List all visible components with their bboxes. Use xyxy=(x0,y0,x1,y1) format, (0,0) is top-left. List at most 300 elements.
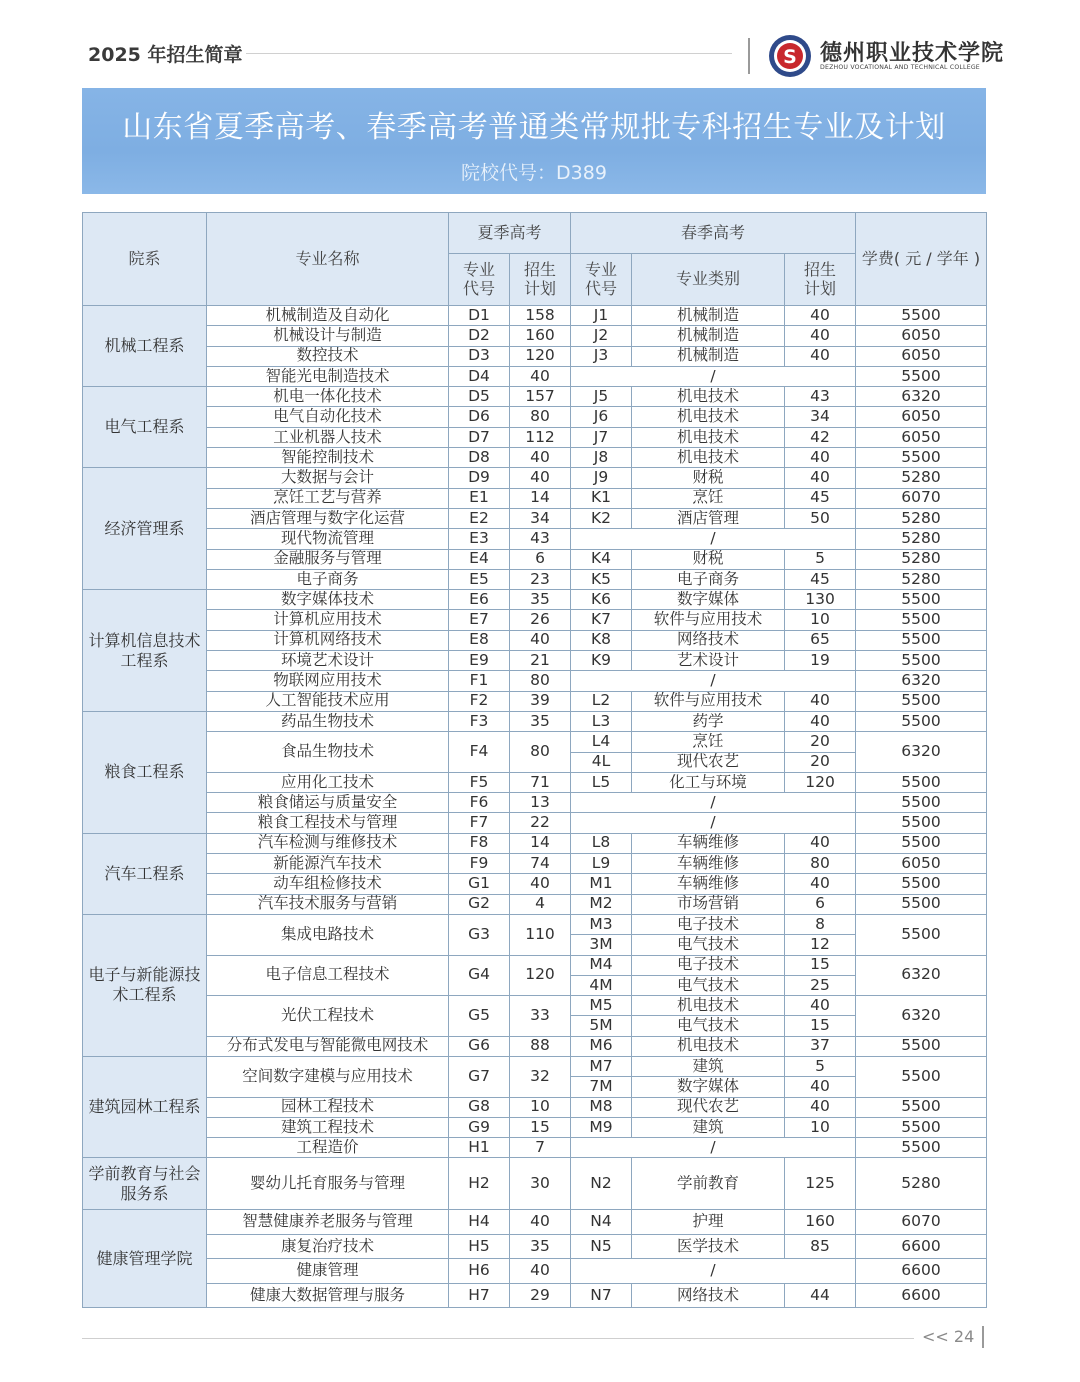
spring-category-cell: 化工与环境 xyxy=(632,772,785,792)
spring-category-cell: 电气技术 xyxy=(632,975,785,995)
fee-cell: 6050 xyxy=(856,407,987,427)
summer-code-cell: H4 xyxy=(449,1210,510,1235)
summer-code-cell: E8 xyxy=(449,630,510,650)
major-name-cell: 集成电路技术 xyxy=(207,914,449,955)
table-row xyxy=(83,488,987,508)
summer-code-cell: H7 xyxy=(449,1283,510,1308)
spring-category-cell: 医学技术 xyxy=(632,1234,785,1259)
spring-category-cell: 车辆维修 xyxy=(632,833,785,853)
table-row xyxy=(83,1259,987,1284)
dept-cell: 电子与新能源技术工程系 xyxy=(83,914,207,1056)
summer-plan-cell: 157 xyxy=(510,387,571,407)
major-name-cell: 物联网应用技术 xyxy=(207,671,449,691)
fee-cell: 5500 xyxy=(856,833,987,853)
spring-code-cell: K6 xyxy=(571,590,632,610)
spring-category-cell: 机械制造 xyxy=(632,326,785,346)
table-row xyxy=(83,772,987,792)
fee-cell: 6050 xyxy=(856,854,987,874)
summer-plan-cell: 35 xyxy=(510,590,571,610)
spring-category-cell: 机电技术 xyxy=(632,427,785,447)
table-row xyxy=(83,407,987,427)
summer-plan-cell: 29 xyxy=(510,1283,571,1308)
spring-category-cell: 网络技术 xyxy=(632,1283,785,1308)
summer-code-cell: F2 xyxy=(449,691,510,711)
spring-category-cell: 建筑 xyxy=(632,1117,785,1137)
spring-category-cell: 现代农艺 xyxy=(632,752,785,772)
table-row xyxy=(83,529,987,549)
table-row xyxy=(83,427,987,447)
summer-code-cell: G2 xyxy=(449,894,510,914)
spring-plan-cell: 50 xyxy=(785,508,856,528)
spring-code-cell: M9 xyxy=(571,1117,632,1137)
spring-code-cell: M6 xyxy=(571,1036,632,1056)
summer-code-cell: D4 xyxy=(449,366,510,386)
spring-plan-cell: 40 xyxy=(785,306,856,326)
summer-plan-cell: 35 xyxy=(510,711,571,731)
header-divider xyxy=(246,53,732,54)
spring-category-cell: 软件与应用技术 xyxy=(632,610,785,630)
fee-cell: 5280 xyxy=(856,549,987,569)
table-row xyxy=(83,1234,987,1259)
spring-plan-cell: 15 xyxy=(785,1016,856,1036)
summer-code-cell: G8 xyxy=(449,1097,510,1117)
summer-code-cell: G1 xyxy=(449,874,510,894)
summer-code-cell: H5 xyxy=(449,1234,510,1259)
major-name-cell: 新能源汽车技术 xyxy=(207,854,449,874)
major-name-cell: 电子信息工程技术 xyxy=(207,955,449,996)
spring-code-cell: 3M xyxy=(571,935,632,955)
fee-cell: 5500 xyxy=(856,813,987,833)
spring-category-cell: 建筑 xyxy=(632,1056,785,1076)
spring-plan-cell: 40 xyxy=(785,448,856,468)
summer-plan-cell: 33 xyxy=(510,996,571,1037)
major-name-cell: 汽车技术服务与营销 xyxy=(207,894,449,914)
table-row xyxy=(83,346,987,366)
summer-code-cell: F6 xyxy=(449,793,510,813)
dept-cell: 计算机信息技术工程系 xyxy=(83,590,207,712)
institution-code: 院校代号：D389 xyxy=(461,162,607,184)
table-body xyxy=(83,306,987,1308)
spring-plan-cell: 40 xyxy=(785,1077,856,1097)
spring-plan-cell: 20 xyxy=(785,752,856,772)
summer-plan-cell: 80 xyxy=(510,732,571,773)
fee-cell: 5500 xyxy=(856,1056,987,1097)
spring-category-cell: 机电技术 xyxy=(632,407,785,427)
spring-code-cell: K1 xyxy=(571,488,632,508)
summer-plan-cell: 34 xyxy=(510,508,571,528)
table-row xyxy=(83,448,987,468)
footer-divider xyxy=(82,1338,914,1339)
fee-cell: 5500 xyxy=(856,630,987,650)
table-row xyxy=(83,387,987,407)
fee-cell: 6320 xyxy=(856,671,987,691)
dept-cell: 建筑园林工程系 xyxy=(83,1056,207,1157)
spring-plan-cell: 5 xyxy=(785,549,856,569)
spring-empty-cell: / xyxy=(571,813,856,833)
fee-cell: 5500 xyxy=(856,366,987,386)
fee-cell: 5280 xyxy=(856,529,987,549)
summer-code-cell: D7 xyxy=(449,427,510,447)
spring-code-cell: N5 xyxy=(571,1234,632,1259)
spring-code-cell: K9 xyxy=(571,651,632,671)
summer-plan-cell: 39 xyxy=(510,691,571,711)
summer-code-cell: G3 xyxy=(449,914,510,955)
table-row xyxy=(83,813,987,833)
table-row xyxy=(83,468,987,488)
spring-category-cell: 网络技术 xyxy=(632,630,785,650)
major-name-cell: 建筑工程技术 xyxy=(207,1117,449,1137)
spring-plan-cell: 40 xyxy=(785,326,856,346)
summer-code-cell: F1 xyxy=(449,671,510,691)
spring-category-cell: 机械制造 xyxy=(632,346,785,366)
table-row xyxy=(83,1056,987,1076)
spring-code-cell: N4 xyxy=(571,1210,632,1235)
summer-plan-cell: 71 xyxy=(510,772,571,792)
table-row xyxy=(83,955,987,975)
major-name-cell: 工业机器人技术 xyxy=(207,427,449,447)
major-name-cell: 智能光电制造技术 xyxy=(207,366,449,386)
summer-plan-cell: 7 xyxy=(510,1138,571,1158)
spring-plan-cell: 65 xyxy=(785,630,856,650)
spring-code-cell: N7 xyxy=(571,1283,632,1308)
summer-plan-cell: 14 xyxy=(510,488,571,508)
summer-code-cell: F8 xyxy=(449,833,510,853)
major-name-cell: 机械设计与制造 xyxy=(207,326,449,346)
spring-plan-cell: 125 xyxy=(785,1158,856,1210)
spring-code-cell: M2 xyxy=(571,894,632,914)
spring-code-cell: M7 xyxy=(571,1056,632,1076)
fee-cell: 6050 xyxy=(856,326,987,346)
major-name-cell: 食品生物技术 xyxy=(207,732,449,773)
spring-category-cell: 机械制造 xyxy=(632,306,785,326)
table-row xyxy=(83,326,987,346)
spring-code-cell: J6 xyxy=(571,407,632,427)
spring-category-cell: 数字媒体 xyxy=(632,590,785,610)
summer-plan-cell: 22 xyxy=(510,813,571,833)
major-name-cell: 动车组检修技术 xyxy=(207,874,449,894)
table-row xyxy=(83,711,987,731)
table-row xyxy=(83,1036,987,1056)
header-spring-plan: 招生计划 xyxy=(785,254,856,306)
spring-category-cell: 现代农艺 xyxy=(632,1097,785,1117)
fee-cell: 6050 xyxy=(856,346,987,366)
spring-category-cell: 烹饪 xyxy=(632,732,785,752)
major-name-cell: 工程造价 xyxy=(207,1138,449,1158)
spring-plan-cell: 12 xyxy=(785,935,856,955)
dept-cell: 机械工程系 xyxy=(83,306,207,387)
spring-plan-cell: 40 xyxy=(785,468,856,488)
table-row xyxy=(83,732,987,752)
spring-code-cell: J2 xyxy=(571,326,632,346)
summer-plan-cell: 40 xyxy=(510,448,571,468)
header-summer: 夏季高考 xyxy=(449,213,571,254)
major-name-cell: 分布式发电与智能微电网技术 xyxy=(207,1036,449,1056)
summer-plan-cell: 88 xyxy=(510,1036,571,1056)
fee-cell: 6050 xyxy=(856,427,987,447)
header-spring-code: 专业代号 xyxy=(571,254,632,306)
spring-code-cell: M8 xyxy=(571,1097,632,1117)
table-row xyxy=(83,914,987,934)
fee-cell: 6320 xyxy=(856,387,987,407)
spring-category-cell: 电子技术 xyxy=(632,914,785,934)
spring-plan-cell: 5 xyxy=(785,1056,856,1076)
summer-code-cell: F3 xyxy=(449,711,510,731)
header-separator xyxy=(748,38,750,74)
major-name-cell: 酒店管理与数字化运营 xyxy=(207,508,449,528)
summer-code-cell: E4 xyxy=(449,549,510,569)
fee-cell: 5280 xyxy=(856,1158,987,1210)
summer-code-cell: H6 xyxy=(449,1259,510,1284)
summer-plan-cell: 32 xyxy=(510,1056,571,1097)
summer-plan-cell: 40 xyxy=(510,468,571,488)
fee-cell: 5500 xyxy=(856,1097,987,1117)
summer-code-cell: D8 xyxy=(449,448,510,468)
college-name: 德州职业技术学院 xyxy=(820,40,1005,66)
header-spring-category: 专业类别 xyxy=(632,254,785,306)
summer-plan-cell: 6 xyxy=(510,549,571,569)
dept-cell: 汽车工程系 xyxy=(83,833,207,914)
spring-empty-cell: / xyxy=(571,793,856,813)
summer-code-cell: E2 xyxy=(449,508,510,528)
spring-category-cell: 护理 xyxy=(632,1210,785,1235)
table-row xyxy=(83,1283,987,1308)
summer-code-cell: D5 xyxy=(449,387,510,407)
summer-code-cell: D1 xyxy=(449,306,510,326)
spring-code-cell: 7M xyxy=(571,1077,632,1097)
fee-cell: 5500 xyxy=(856,874,987,894)
table-row xyxy=(83,610,987,630)
spring-category-cell: 数字媒体 xyxy=(632,1077,785,1097)
major-name-cell: 数控技术 xyxy=(207,346,449,366)
major-name-cell: 粮食工程技术与管理 xyxy=(207,813,449,833)
summer-code-cell: G6 xyxy=(449,1036,510,1056)
fee-cell: 5500 xyxy=(856,793,987,813)
spring-code-cell: J3 xyxy=(571,346,632,366)
spring-category-cell: 机电技术 xyxy=(632,448,785,468)
spring-plan-cell: 43 xyxy=(785,387,856,407)
spring-category-cell: 机电技术 xyxy=(632,996,785,1016)
spring-category-cell: 烹饪 xyxy=(632,488,785,508)
summer-plan-cell: 10 xyxy=(510,1097,571,1117)
fee-cell: 5500 xyxy=(856,610,987,630)
summer-code-cell: G5 xyxy=(449,996,510,1037)
spring-code-cell: J5 xyxy=(571,387,632,407)
dept-cell: 电气工程系 xyxy=(83,387,207,468)
fee-cell: 5500 xyxy=(856,914,987,955)
spring-category-cell: 市场营销 xyxy=(632,894,785,914)
spring-code-cell: J8 xyxy=(571,448,632,468)
major-name-cell: 计算机应用技术 xyxy=(207,610,449,630)
table-row xyxy=(83,894,987,914)
summer-code-cell: G7 xyxy=(449,1056,510,1097)
major-name-cell: 现代物流管理 xyxy=(207,529,449,549)
spring-code-cell: M1 xyxy=(571,874,632,894)
spring-category-cell: 机电技术 xyxy=(632,1036,785,1056)
fee-cell: 6070 xyxy=(856,488,987,508)
summer-plan-cell: 4 xyxy=(510,894,571,914)
summer-code-cell: D2 xyxy=(449,326,510,346)
spring-category-cell: 机电技术 xyxy=(632,387,785,407)
fee-cell: 5500 xyxy=(856,1117,987,1137)
major-name-cell: 药品生物技术 xyxy=(207,711,449,731)
spring-code-cell: K2 xyxy=(571,508,632,528)
table-row xyxy=(83,366,987,386)
header-spring: 春季高考 xyxy=(571,213,856,254)
spring-category-cell: 电气技术 xyxy=(632,1016,785,1036)
major-name-cell: 机电一体化技术 xyxy=(207,387,449,407)
spring-plan-cell: 85 xyxy=(785,1234,856,1259)
spring-code-cell: J9 xyxy=(571,468,632,488)
fee-cell: 6600 xyxy=(856,1283,987,1308)
spring-code-cell: 4M xyxy=(571,975,632,995)
major-name-cell: 光伏工程技术 xyxy=(207,996,449,1037)
major-name-cell: 应用化工技术 xyxy=(207,772,449,792)
summer-plan-cell: 40 xyxy=(510,1259,571,1284)
fee-cell: 5500 xyxy=(856,306,987,326)
fee-cell: 5500 xyxy=(856,1138,987,1158)
summer-plan-cell: 23 xyxy=(510,569,571,589)
fee-cell: 5500 xyxy=(856,711,987,731)
spring-code-cell: L9 xyxy=(571,854,632,874)
spring-code-cell: K4 xyxy=(571,549,632,569)
spring-category-cell: 车辆维修 xyxy=(632,874,785,894)
spring-plan-cell: 10 xyxy=(785,610,856,630)
table-row xyxy=(83,569,987,589)
major-name-cell: 机械制造及自动化 xyxy=(207,306,449,326)
dept-cell: 学前教育与社会服务系 xyxy=(83,1158,207,1210)
table-row xyxy=(83,996,987,1016)
major-name-cell: 大数据与会计 xyxy=(207,468,449,488)
spring-code-cell: M5 xyxy=(571,996,632,1016)
fee-cell: 5500 xyxy=(856,772,987,792)
spring-empty-cell: / xyxy=(571,366,856,386)
summer-plan-cell: 40 xyxy=(510,630,571,650)
summer-plan-cell: 21 xyxy=(510,651,571,671)
summer-plan-cell: 112 xyxy=(510,427,571,447)
major-name-cell: 智慧健康养老服务与管理 xyxy=(207,1210,449,1235)
spring-plan-cell: 37 xyxy=(785,1036,856,1056)
summer-code-cell: F9 xyxy=(449,854,510,874)
summer-plan-cell: 74 xyxy=(510,854,571,874)
major-name-cell: 数字媒体技术 xyxy=(207,590,449,610)
fee-cell: 5280 xyxy=(856,569,987,589)
spring-empty-cell: / xyxy=(571,671,856,691)
summer-code-cell: E9 xyxy=(449,651,510,671)
major-name-cell: 烹饪工艺与营养 xyxy=(207,488,449,508)
major-name-cell: 康复治疗技术 xyxy=(207,1234,449,1259)
summer-plan-cell: 30 xyxy=(510,1158,571,1210)
summer-plan-cell: 13 xyxy=(510,793,571,813)
summer-code-cell: G9 xyxy=(449,1117,510,1137)
spring-category-cell: 艺术设计 xyxy=(632,651,785,671)
summer-plan-cell: 40 xyxy=(510,874,571,894)
spring-category-cell: 学前教育 xyxy=(632,1158,785,1210)
table-row xyxy=(83,549,987,569)
table-row xyxy=(83,1097,987,1117)
table-row xyxy=(83,1158,987,1210)
college-name-en: DEZHOU VOCATIONAL AND TECHNICAL COLLEGE xyxy=(820,64,980,71)
summer-code-cell: H2 xyxy=(449,1158,510,1210)
spring-code-cell: K7 xyxy=(571,610,632,630)
dept-cell: 粮食工程系 xyxy=(83,711,207,833)
header-summer-code: 专业代号 xyxy=(449,254,510,306)
dept-cell: 经济管理系 xyxy=(83,468,207,590)
spring-plan-cell: 40 xyxy=(785,691,856,711)
summer-plan-cell: 26 xyxy=(510,610,571,630)
spring-category-cell: 财税 xyxy=(632,549,785,569)
table-row xyxy=(83,874,987,894)
major-name-cell: 粮食储运与质量安全 xyxy=(207,793,449,813)
spring-code-cell: K8 xyxy=(571,630,632,650)
table-row xyxy=(83,854,987,874)
spring-code-cell: 4L xyxy=(571,752,632,772)
summer-plan-cell: 110 xyxy=(510,914,571,955)
major-name-cell: 园林工程技术 xyxy=(207,1097,449,1117)
spring-plan-cell: 80 xyxy=(785,854,856,874)
fee-cell: 5500 xyxy=(856,894,987,914)
table-row xyxy=(83,1117,987,1137)
spring-code-cell: 5M xyxy=(571,1016,632,1036)
table-row xyxy=(83,590,987,610)
spring-plan-cell: 40 xyxy=(785,711,856,731)
fee-cell: 5280 xyxy=(856,468,987,488)
spring-plan-cell: 25 xyxy=(785,975,856,995)
major-name-cell: 健康大数据管理与服务 xyxy=(207,1283,449,1308)
fee-cell: 6320 xyxy=(856,732,987,773)
table-row xyxy=(83,306,987,326)
table-row xyxy=(83,630,987,650)
summer-code-cell: G4 xyxy=(449,955,510,996)
fee-cell: 6320 xyxy=(856,955,987,996)
spring-plan-cell: 130 xyxy=(785,590,856,610)
summer-plan-cell: 80 xyxy=(510,671,571,691)
summer-code-cell: E5 xyxy=(449,569,510,589)
spring-code-cell: L5 xyxy=(571,772,632,792)
major-name-cell: 智能控制技术 xyxy=(207,448,449,468)
spring-plan-cell: 20 xyxy=(785,732,856,752)
spring-plan-cell: 40 xyxy=(785,833,856,853)
fee-cell: 5500 xyxy=(856,590,987,610)
spring-plan-cell: 42 xyxy=(785,427,856,447)
table-row xyxy=(83,793,987,813)
summer-code-cell: F5 xyxy=(449,772,510,792)
spring-plan-cell: 40 xyxy=(785,346,856,366)
summer-plan-cell: 15 xyxy=(510,1117,571,1137)
major-name-cell: 健康管理 xyxy=(207,1259,449,1284)
spring-plan-cell: 40 xyxy=(785,1097,856,1117)
spring-code-cell: M3 xyxy=(571,914,632,934)
summer-plan-cell: 160 xyxy=(510,326,571,346)
spring-category-cell: 软件与应用技术 xyxy=(632,691,785,711)
spring-plan-cell: 8 xyxy=(785,914,856,934)
fee-cell: 6070 xyxy=(856,1210,987,1235)
spring-plan-cell: 120 xyxy=(785,772,856,792)
spring-code-cell: J1 xyxy=(571,306,632,326)
spring-category-cell: 财税 xyxy=(632,468,785,488)
summer-plan-cell: 43 xyxy=(510,529,571,549)
major-name-cell: 人工智能技术应用 xyxy=(207,691,449,711)
spring-plan-cell: 15 xyxy=(785,955,856,975)
logo-letter: S xyxy=(783,46,797,68)
fee-cell: 5500 xyxy=(856,651,987,671)
summer-code-cell: F4 xyxy=(449,732,510,773)
header-summer-plan: 招生计划 xyxy=(510,254,571,306)
spring-code-cell: N2 xyxy=(571,1158,632,1210)
spring-code-cell: M4 xyxy=(571,955,632,975)
summer-plan-cell: 158 xyxy=(510,306,571,326)
spring-code-cell: L2 xyxy=(571,691,632,711)
enrollment-plan-table xyxy=(82,212,987,1308)
